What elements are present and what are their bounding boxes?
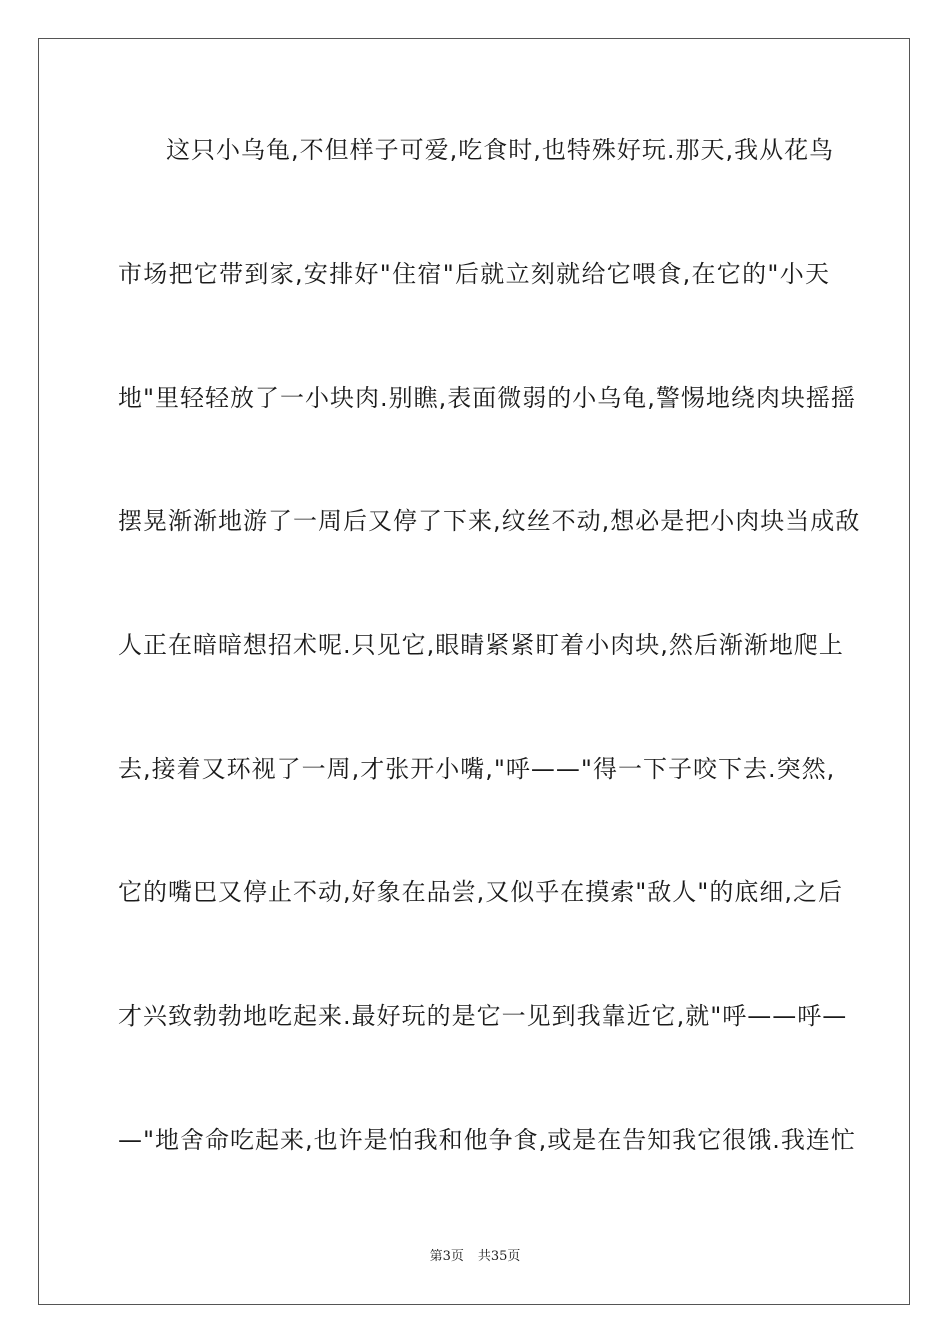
paragraph-line: 才兴致勃勃地吃起来.最好玩的是它一见到我靠近它,就"呼——呼— bbox=[118, 1002, 848, 1030]
paragraph-line: 这只小乌龟,不但样子可爱,吃食时,也特殊好玩.那天,我从花鸟 bbox=[166, 136, 835, 164]
paragraph-line: 摆晃渐渐地游了一周后又停了下来,纹丝不动,想必是把小肉块当成敌 bbox=[118, 507, 861, 535]
page-border bbox=[38, 38, 910, 1305]
page-total: 共35页 bbox=[477, 1249, 521, 1264]
page-footer bbox=[0, 1245, 950, 1264]
page-number: 第3页 bbox=[429, 1249, 464, 1264]
paragraph-line: 人正在暗暗想招术呢.只见它,眼睛紧紧盯着小肉块,然后渐渐地爬上 bbox=[118, 631, 844, 659]
paragraph-line: 它的嘴巴又停止不动,好象在品尝,又似乎在摸索"敌人"的底细,之后 bbox=[118, 878, 843, 906]
paragraph-line: 去,接着又环视了一周,才张开小嘴,"呼——"得一下子咬下去.突然, bbox=[118, 755, 836, 783]
paragraph-line: 市场把它带到家,安排好"住宿"后就立刻就给它喂食,在它的"小天 bbox=[118, 260, 830, 288]
paragraph-line: —"地舍命吃起来,也许是怕我和他争食,或是在告知我它很饿.我连忙 bbox=[118, 1126, 856, 1154]
paragraph-line: 地"里轻轻放了一小块肉.别瞧,表面微弱的小乌龟,警惕地绕肉块摇摇 bbox=[118, 384, 856, 412]
